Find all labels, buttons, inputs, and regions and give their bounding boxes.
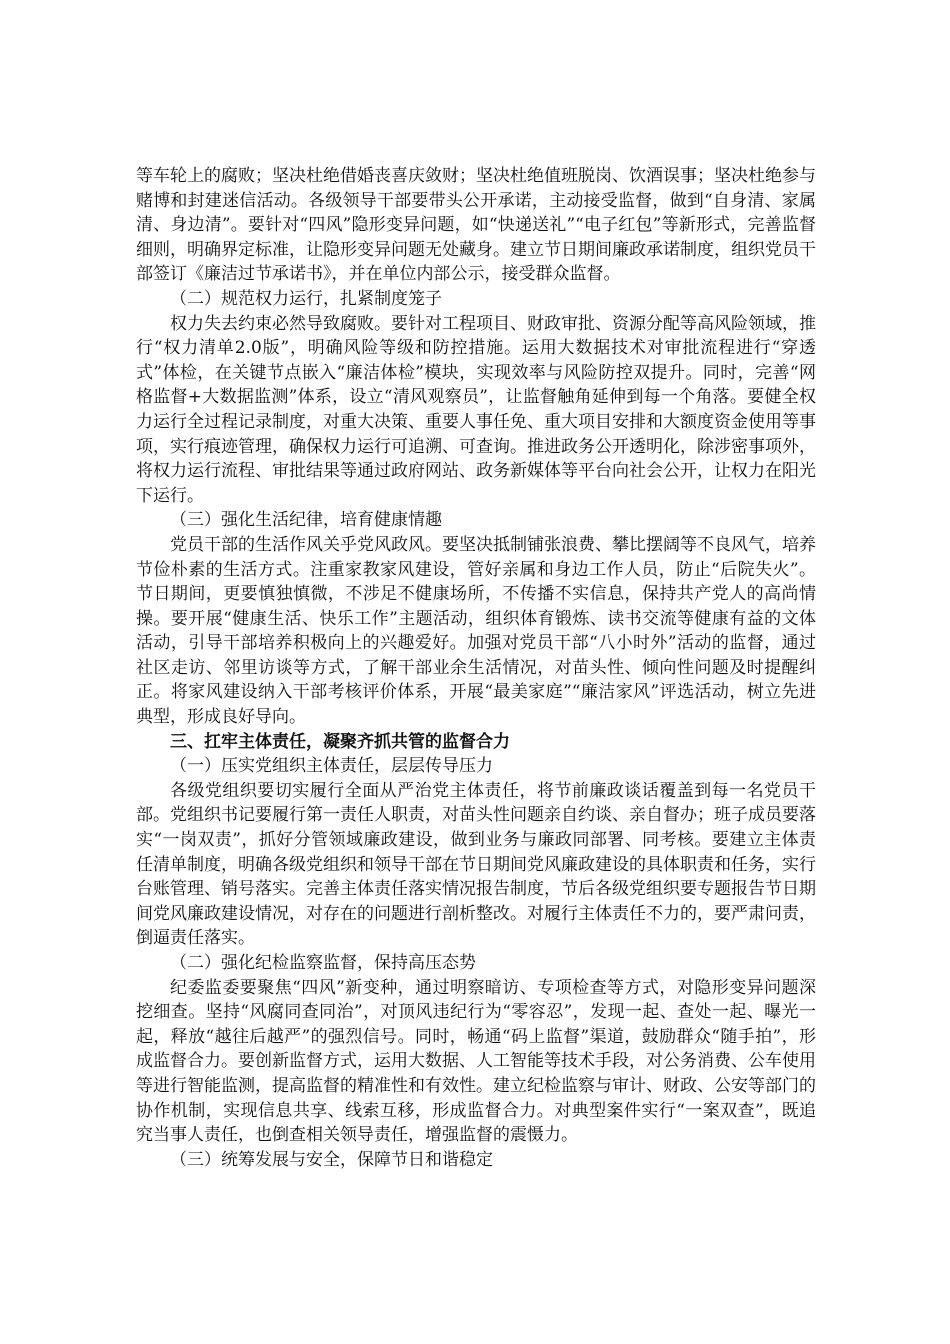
body-paragraph-life-discipline: 党员干部的生活作风关乎党风政风。要坚决抵制铺张浪费、攀比摆阔等不良风气，培养节俭朴素的生活方式。注重家教家风建设，管好亲属和身边工作人员，防止“后院失火”。节日期间，更要慎独慎微，不涉足不健康场所，不传播不实信息，保持共产党人的高尚情操。要开展“健康生活、快乐工作”主题活动，组织体育锻炼、读书交流等健康有益的文体活动，引导干部培养积极向上的兴趣爱好。加强对党员干部“八小时外”活动的监督，通过社区走访、邻里访谈等方式，了解干部业余生活情况，对苗头性、倾向性问题及时提醒纠正。将家风建设纳入干部考核评价体系，开展“最美家庭”“廉洁家风”评选活动，树立先进典型，形成良好导向。 [136, 534, 816, 728]
subheading-life-discipline: （三）强化生活纪律，培育健康情趣 [170, 510, 442, 531]
body-paragraph-party-responsibility: 各级党组织要切实履行全面从严治党主体责任，将节前廉政谈话覆盖到每一名党员干部。党组织书记要履行第一责任人职责，对苗头性问题亲自约谈、亲自督办；班子成员要落实“一岗双责”，抓好分管领域廉政建设，做到业务与廉政同部署、同考核。要建立主体责任清单制度，明确各级党组织和领导干部在节日期间党风廉政建设的具体职责和任务，实行台账管理、销号落实。完善主体责任落实情况报告制度，节后各级党组织要专题报告节日期间党风廉政建设情况，对存在的问题进行剖析整改。对履行主体责任不力的，要严肃问责，倒逼责任落实。 [136, 780, 816, 949]
body-paragraph-power: 权力失去约束必然导致腐败。要针对工程项目、财政审批、资源分配等高风险领域，推行“权力清单2.0版”，明确风险等级和防控措施。运用大数据技术对审批流程进行“穿透式”体检，在关键节点嵌入“廉洁体检”模块，实现效率与风险防控双提升。同时，完善“网格监督+大数据监测”体系，设立“清风观察员”，让监督触角延伸到每一个角落。要健全权力运行全过程记录制度，对重大决策、重要人事任免、重大项目安排和大额度资金使用等事项，实行痕迹管理，确保权力运行可追溯、可查询。推进政务公开透明化，除涉密事项外，将权力运行流程、审批结果等通过政府网站、政务新媒体等平台向社会公开，让权力在阳光下运行。 [136, 313, 816, 506]
subheading-development-security: （三）统筹发展与安全，保障节日和谐稳定 [170, 1149, 493, 1170]
document-page [136, 164, 816, 1172]
subheading-regulate-power: （二）规范权力运行，扎紧制度笼子 [170, 288, 442, 309]
body-paragraph-continued: 等车轮上的腐败；坚决杜绝借婚丧喜庆敛财；坚决杜绝值班脱岗、饮酒误事；坚决杜绝参与赌博和封建迷信活动。各级领导干部要带头公开承诺，主动接受监督，做到“自身清、家属清、身边清”。要针对“四风”隐形变异问题，如“快递送礼”“电子红包”等新形式，完善监督细则，明确界定标准，让隐形变异问题无处藏身。建立节日期间廉政承诺制度，组织党员干部签订《廉洁过节承诺书》，并在单位内部公示，接受群众监督。 [136, 166, 816, 285]
body-paragraph-supervision: 纪委监委要聚焦“四风”新变种，通过明察暗访、专项检查等方式，对隐形变异问题深挖细查。坚持“风腐同查同治”，对顶风违纪行为“零容忍”，发现一起、查处一起、曝光一起，释放“越往后越严”的强烈信号。同时，畅通“码上监督”渠道，鼓励群众“随手拍”，形成监督合力。要创新监督方式，运用大数据、人工智能等技术手段，对公务消费、公车使用等进行智能监测，提高监督的精准性和有效性。建立纪检监察与审计、财政、公安等部门的协作机制，实现信息共享、线索互移，形成监督合力。对典型案件实行“一案双查”，既追究当事人责任，也倒查相关领导责任，增强监督的震慑力。 [136, 977, 816, 1146]
subheading-supervision: （二）强化纪检监察监督，保持高压态势 [170, 953, 476, 973]
subheading-party-responsibility: （一）压实党组织主体责任，层层传导压力 [170, 756, 493, 777]
section-heading-three: 三、扛牢主体责任，凝聚齐抓共管的监督合力 [170, 731, 510, 752]
